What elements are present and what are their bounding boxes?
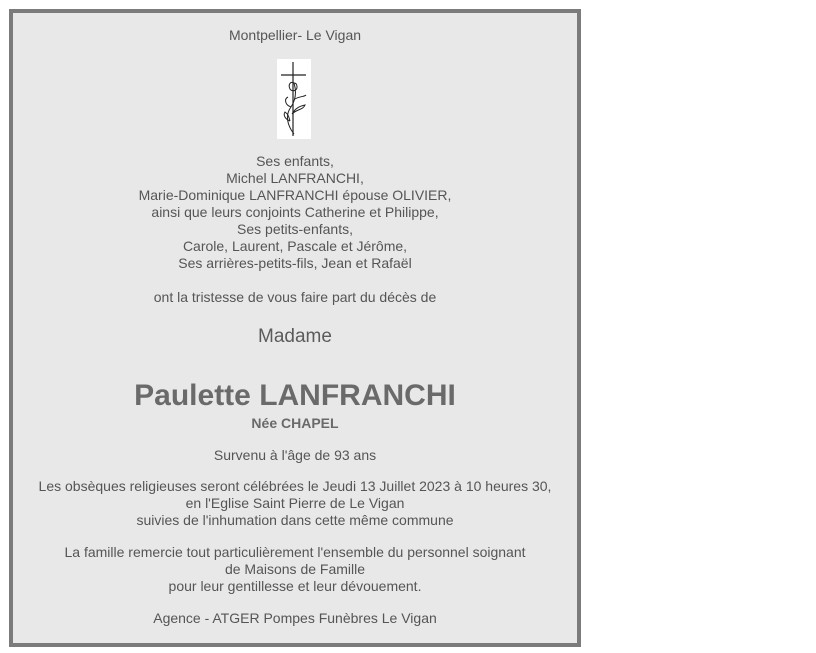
- obituary-notice: [9, 9, 581, 647]
- thanks-line: La famille remercie tout particulièrement l'ensemble du personnel soignant: [64, 544, 526, 560]
- cross-with-flower-icon: [277, 59, 311, 139]
- family-line: Carole, Laurent, Pascale et Jérôme,: [182, 238, 408, 254]
- age-text: Survenu à l'âge de 93 ans: [213, 447, 377, 463]
- family-line: Ses enfants,: [256, 153, 334, 169]
- location-text: Montpellier- Le Vigan: [228, 27, 362, 43]
- honorific-title: Madame: [258, 326, 332, 347]
- thanks-block: [13, 544, 577, 595]
- family-line: Ses petits-enfants,: [237, 221, 353, 237]
- thanks-line: de Maisons de Famille: [224, 561, 366, 577]
- announcement-text: ont la tristesse de vous faire part du décès de: [153, 289, 437, 305]
- thanks-line: pour leur gentillesse et leur dévouement.: [168, 578, 422, 594]
- agency-text: Agence - ATGER Pompes Funèbres Le Vigan: [153, 610, 437, 626]
- family-line: Michel LANFRANCHI,: [226, 170, 364, 186]
- family-line: Marie-Dominique LANFRANCHI épouse OLIVIER,: [138, 187, 452, 203]
- funeral-line: Les obsèques religieuses seront célébrées le Jeudi 13 Juillet 2023 à 10 heures 30,: [38, 478, 552, 494]
- family-block: [13, 153, 577, 272]
- maiden-name: Née CHAPEL: [251, 415, 339, 431]
- family-line: ainsi que leurs conjoints Catherine et Philippe,: [151, 204, 439, 220]
- funeral-line: suivies de l'inhumation dans cette même commune: [136, 512, 454, 528]
- family-line: Ses arrières-petits-fils, Jean et Rafaël: [178, 255, 412, 271]
- funeral-line: en l'Eglise Saint Pierre de Le Vigan: [185, 495, 405, 511]
- funeral-block: [13, 478, 577, 529]
- deceased-name: Paulette LANFRANCHI: [134, 379, 456, 412]
